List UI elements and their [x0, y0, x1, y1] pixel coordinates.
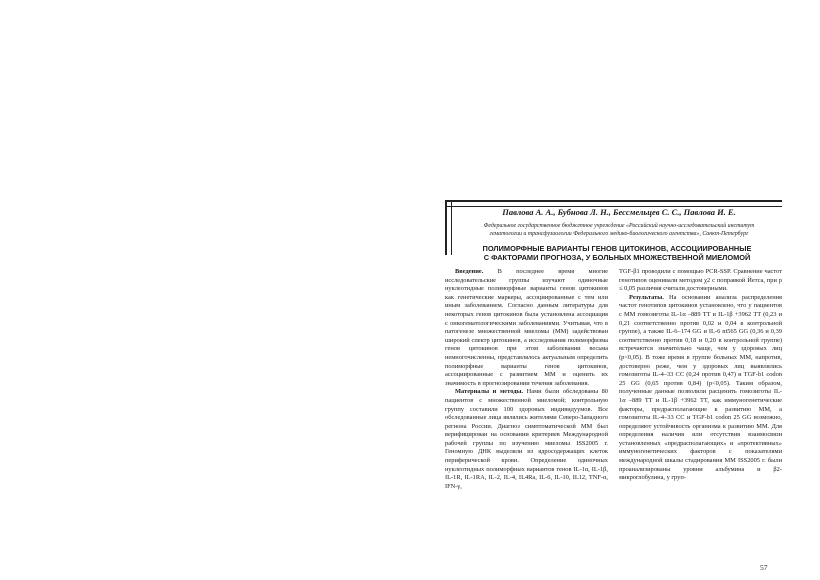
intro-text: В последнее время многие исследовательские группы изучают одиночные нуклеотидные полиморфные варианты генов цитокинов как генетические маркеры, ассоциированные с тем или иным заболеванием. Согласно данным литературы для некоторых генов цитокинов была установлена ассоциация с онкогематологическими заболеваниями. Учитывая, что в патогенезе множественной миеломы (ММ) задействован широкий спектр цитокинов, а исследования полиморфизма генов цитокинов при этом заболевании весьма немногочисленны, представлялось актуальным определить полиморфные варианты генов цитокинов, ассоциированные с развитием ММ и оценить их значимость в прогнозировании течения заболевания. — [445, 268, 608, 387]
header-left-rule — [445, 200, 452, 255]
methods-paragraph — [445, 388, 608, 491]
results-paragraph — [619, 294, 782, 483]
continued-text: TGF-β1 проводили с помощью PCR-SSP. Сравнение частот генотипов оценивали методом χ2 с поправкой Йетса, при p ≤ 0,05 различия считали достоверными. — [619, 268, 782, 293]
article-title — [454, 244, 780, 262]
right-column — [619, 268, 782, 483]
article-title-line-2: С ФАКТОРАМИ ПРОГНОЗА, У БОЛЬНЫХ МНОЖЕСТВЕННОЙ МИЕЛОМОЙ — [483, 253, 751, 262]
affiliation — [458, 222, 780, 238]
left-column — [445, 268, 608, 491]
affiliation-line-1: Федеральное государственное бюджетное учреждение «Российский научно-исследовательский институт — [483, 223, 755, 229]
intro-heading: Введение. — [455, 268, 484, 275]
article-title-line-1: ПОЛИМОРФНЫЕ ВАРИАНТЫ ГЕНОВ ЦИТОКИНОВ, АССОЦИИРОВАННЫЕ — [482, 244, 752, 253]
authors-line: Павлова А. А., Бубнова Л. Н., Бессмельцев С. С., Павлова И. Е. — [502, 207, 736, 217]
header-top-rule — [445, 200, 782, 207]
results-text: На основании анализа распределения частот генотипов цитокинов установлено, что у пациентов с ММ гомозиготы IL-1α –889 TT и IL-1β +3962 TT (0,23 и 0,21 соответственно против 0,02 и 0,04 в контрольной группе), а также IL-6–174 GG и IL-6 nt565 GG (0,36 и 0,39 соответственно против 0,18 и 0,20 в контрольной группе) встречаются значительно чаще, чем у здоровых лиц (p<0,05). В тоже время в группе больных ММ, напротив, достоверно реже, чем у здоровых лиц выявлялись гомозиготы IL-4–33 CC (0,24 против 0,47) и TGF-b1 codon 25 GG (0,65 против 0,84) (p<0,05). Таким образом, полученные данные позволили расценить гомозиготы IL-1α –889 TT и IL-1β +3962 TT, как иммуногенетические факторы, предрасполагающие к развитию ММ, а гомозиготы IL-4–33 CC и TGF-b1 codon 25 GG возможно, определяют устойчивость организма к развитию ММ. Для определения наличия или отсутствия взаимосвязи установленных «предрасполагающих» и «протективных» иммуногенетических факторов с показателями международной шкалы стадирования ММ ISS2005 г. были проанализированы уровни альбумина и β2-микроглобулина, у груп- — [619, 293, 782, 482]
affiliation-line-2: гематологии и трансфузиологии Федерального медико-биологического агентства», Санкт-Петербург — [489, 231, 749, 237]
methods-text: Нами были обследованы 80 пациентов с множественной миеломой; контрольную группу составили 100 здоровых индивидуумов. Все обследованные лица являлись жителями Северо-Западного региона России. Диагноз симптоматической ММ был верифицирован на основании критериев Международной рабочей группы по изучению миеломы ISS2005 г. Геномную ДНК выделяли из ядросодержащих клеток периферической крови. Определение одиночных нуклеотидных полиморфных вариантов генов IL-1α, IL-1β, IL-1R, IL-1RA, IL-2, IL-4, IL4Ra, IL-6, IL-10, IL12, TNF-α, IFN-γ, — [445, 388, 608, 490]
results-heading: Результаты. — [629, 293, 664, 301]
intro-paragraph — [445, 268, 608, 388]
continued-paragraph — [619, 268, 782, 294]
methods-heading: Материалы и методы. — [455, 388, 524, 396]
page-number: 57 — [760, 563, 768, 572]
